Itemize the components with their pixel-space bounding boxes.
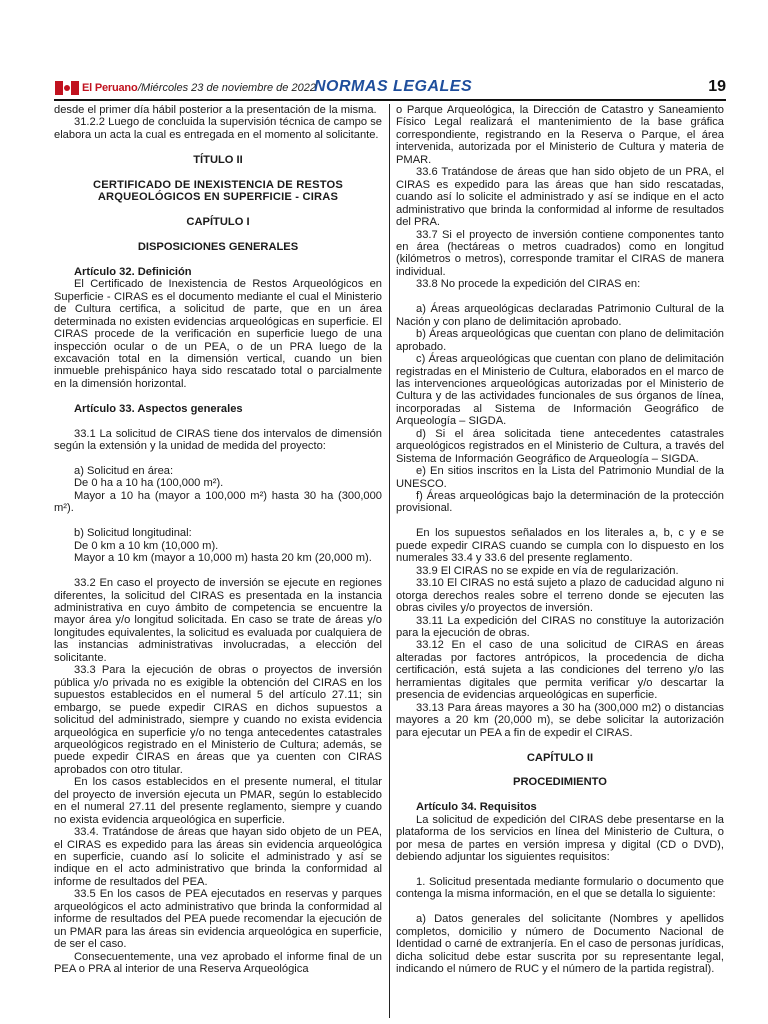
chapter-heading: CAPÍTULO I xyxy=(186,216,250,229)
paragraph: 33.7 Si el proyecto de inversión contiene componentes tanto en área (hectáreas o metros cuadrados) como en longitud (kilómetros o metros), corresponde tramitar el CIRAS de manera individual. xyxy=(396,228,724,278)
paragraph: En los casos establecidos en el presente numeral, el titular del proyecto de inversión ejecuta un PMAR, según lo establecido en el numeral 27.11 del presente reglamento, siempre y cuando no exista evidencia arqueológica en superficie. xyxy=(54,776,382,826)
paragraph: 33.12 En el caso de una solicitud de CIRAS en áreas alteradas por factores antrópicos, la procedencia de dicha certificación, está sujeta a las condiciones del terreno y/o las herramientas digitales que permita verificar y/o descartar la presencia de evidencias arqueológicas en superficie. xyxy=(396,639,724,702)
paragraph: 33.10 El CIRAS no está sujeto a plazo de caducidad alguno ni otorga derechos reales sobre el terreno donde se ejecuten las obras civiles y/o proyectos de inversión. xyxy=(396,577,724,615)
paragraph: 33.6 Tratándose de áreas que han sido objeto de un PRA, el CIRAS es expedido para las áreas que han sido rescatadas, cuando así lo solicite el administrado y así se indique en el acto administrativo que brinda la conformidad al informe de resultados del PRA. xyxy=(396,166,724,229)
paragraph: Consecuentemente, una vez aprobado el informe final de un PEA o PRA al interior de una Reserva Arqueológica xyxy=(54,950,382,976)
chapter-heading: CAPÍTULO II xyxy=(526,751,594,764)
list-item: De 0 km a 10 km (10,000 m). xyxy=(74,539,219,552)
header-rule xyxy=(54,99,726,101)
section-title: NORMAS LEGALES xyxy=(314,78,473,95)
paragraph: 33.2 En caso el proyecto de inversión se ejecute en regiones diferentes, la solicitud del CIRAS es presentada en la instancia administrativa en cuyo ámbito de competencia se encuentre la mayor área y/o longitud solicitada. En caso se trate de áreas y/o longitudes equivalentes, la solicitud es evaluada por cualquiera de las instancias administrativas involucradas, a elección del solicitante. xyxy=(54,577,382,664)
paragraph: 33.11 La expedición del CIRAS no constituye la autorización para la ejecución de obras. xyxy=(396,614,724,639)
newspaper-name: El Peruano xyxy=(82,82,138,94)
page-header xyxy=(54,78,726,98)
paragraph: 33.13 Para áreas mayores a 30 ha (300,000 m2) o distancias mayores a 20 km (20,000 m), se debe solicitar la autorización para ejecutar un PEA a fin de expedir el CIRAS. xyxy=(396,701,724,739)
left-column xyxy=(54,104,382,976)
paragraph: 33.4. Tratándose de áreas que hayan sido objeto de un PEA, el CIRAS es expedido para las áreas sin evidencia arqueológica en superficie, cuando así lo solicite el administrado y así se indique en el acto administrativo que brinda la conformidad al informe de resultados del PEA. xyxy=(54,826,382,888)
paragraph: 31.2.2 Luego de concluida la supervisión técnica de campo se elabora un acta la cual es entregada en el momento al solicitante. xyxy=(54,116,382,141)
paragraph: o Parque Arqueológica, la Dirección de Catastro y Saneamiento Físico Legal realizará el mantenimiento de la base gráfica correspondiente, registrando en la Reserva o Parque, el área intervenida, autorizada por el Ministerio de Cultura y materia de PMAR. xyxy=(396,104,724,166)
paragraph: 33.5 En los casos de PEA ejecutados en reservas y parques arqueológicos el acto administrativo que brinda la conformidad al informe de resultados del PEA puede recomendar la ejecución de un PMAR para las áreas sin evidencia arqueológica en superficie, de ser el caso. xyxy=(54,888,382,951)
paragraph: 33.3 Para la ejecución de obras o proyectos de inversión pública y/o privada no es exigible la obtención del CIRAS en los supuestos establecidos en el numeral 5 del artículo 27.11; sin embargo, se puede expedir CIRAS en dichos supuestos a solicitud del administrado, siempre y cuando no exista evidencia arqueológica en superficie y/o no tenga antecedentes catastrales arqueológicos registrado en el Ministerio de Cultura; además, se puede expedir CIRAS en áreas que ya cuenten con CIRAS aprobados con otro titular. xyxy=(54,664,382,776)
page-number: 19 xyxy=(708,78,726,95)
list-item: c) Áreas arqueológicas que cuentan con plano de delimitación registradas en el Ministerio de Cultura, elaborados en el marco de las intervenciones arqueológicas autorizadas por el Ministerio de Cultura y de las actividades funcionales de sus órganos de línea, incorporadas al Sistema de Información Geográfico de Arqueología – SIGDA. xyxy=(396,353,724,428)
paragraph: a) Datos generales del solicitante (Nombres y apellidos completos, domicilio y número de Documento Nacional de Identidad o carné de extranjería. En el caso de personas jurídicas, dicha solicitud debe estar suscrita por su representante legal, indicando el número de RUC y el número de la partida registral). xyxy=(396,913,724,976)
title-heading: TÍTULO II xyxy=(193,153,243,166)
list-item: b) Solicitud longitudinal: xyxy=(74,527,192,540)
column-divider xyxy=(389,104,390,1018)
paragraph: 33.8 No procede la expedición del CIRAS en: xyxy=(416,278,641,291)
article-heading: Artículo 32. Definición xyxy=(74,265,192,278)
list-item: b) Áreas arqueológicas que cuentan con plano de delimitación aprobado. xyxy=(396,328,724,353)
list-item: a) Solicitud en área: xyxy=(74,465,174,478)
paragraph: 33.1 La solicitud de CIRAS tiene dos intervalos de dimensión según la extensión y la unidad de medida del proyecto: xyxy=(54,427,382,453)
list-item: f) Áreas arqueológicas bajo la determinación de la protección provisional. xyxy=(396,490,724,515)
coat-of-arms-logo-icon xyxy=(54,80,80,96)
paragraph: desde el primer día hábil posterior a la presentación de la misma. xyxy=(54,104,377,116)
paragraph: El Certificado de Inexistencia de Restos Arqueológicos en Superficie - CIRAS es el documento mediante el cual el Ministerio de Cultura certifica, a solicitud de parte, que en un área determinada no existen evidencias arqueológicas en superficie. El CIRAS procede de la verificación en superficie luego de una inspección ocular o de un PEA, o de un PRA luego de la excavación total en la dimensión vertical, cuando un bien inmueble prehispánico haya sido rescatado total o parcialmente en la dimensión horizontal. xyxy=(54,278,382,390)
list-item: Mayor a 10 ha (mayor a 100,000 m²) hasta 30 ha (300,000 m²). xyxy=(54,489,382,515)
list-item: e) En sitios inscritos en la Lista del Patrimonio Mundial de la UNESCO. xyxy=(396,465,724,490)
article-heading: Artículo 34. Requisitos xyxy=(416,801,537,814)
chapter-name: PROCEDIMIENTO xyxy=(513,776,607,789)
paragraph: 1. Solicitud presentada mediante formulario o documento que contenga la misma información, en el que se detalla lo siguiente: xyxy=(396,876,724,901)
paragraph: En los supuestos señalados en los literales a, b, c y e se puede expedir CIRAS cuando se cumpla con lo dispuesto en los numerales 33.4 y 33.6 del presente reglamento. xyxy=(396,527,724,565)
list-item: De 0 ha a 10 ha (100,000 m²). xyxy=(74,477,224,490)
issue-date: /Miércoles 23 de noviembre de 2022 xyxy=(138,82,316,94)
paragraph: La solicitud de expedición del CIRAS debe presentarse en la plataforma de los servicios en línea del Ministerio de Cultura, o por mesa de partes en versión impresa y digital (CD o DVD), debiendo adjuntar los siguientes requisitos: xyxy=(396,813,724,864)
right-column xyxy=(396,104,724,976)
list-item: Mayor a 10 km (mayor a 10,000 m) hasta 20 km (20,000 m). xyxy=(74,552,372,565)
list-item: a) Áreas arqueológicas declaradas Patrimonio Cultural de la Nación y con plano de delimitación aprobado. xyxy=(396,303,724,328)
list-item: d) Si el área solicitada tiene antecedentes catastrales arqueológicos registrados en el Ministerio de Cultura, a través del Sistema de Información Geográfico de Arqueología – SIGDA. xyxy=(396,427,724,465)
chapter-name: DISPOSICIONES GENERALES xyxy=(137,240,299,253)
article-heading: Artículo 33. Aspectos generales xyxy=(74,402,243,415)
paragraph: 33.9 El CIRAS no se expide en vía de regularización. xyxy=(416,564,679,577)
title-name: CERTIFICADO DE INEXISTENCIA DE RESTOS ARQUEOLÓGICOS EN SUPERFICIE - CIRAS xyxy=(92,178,344,204)
